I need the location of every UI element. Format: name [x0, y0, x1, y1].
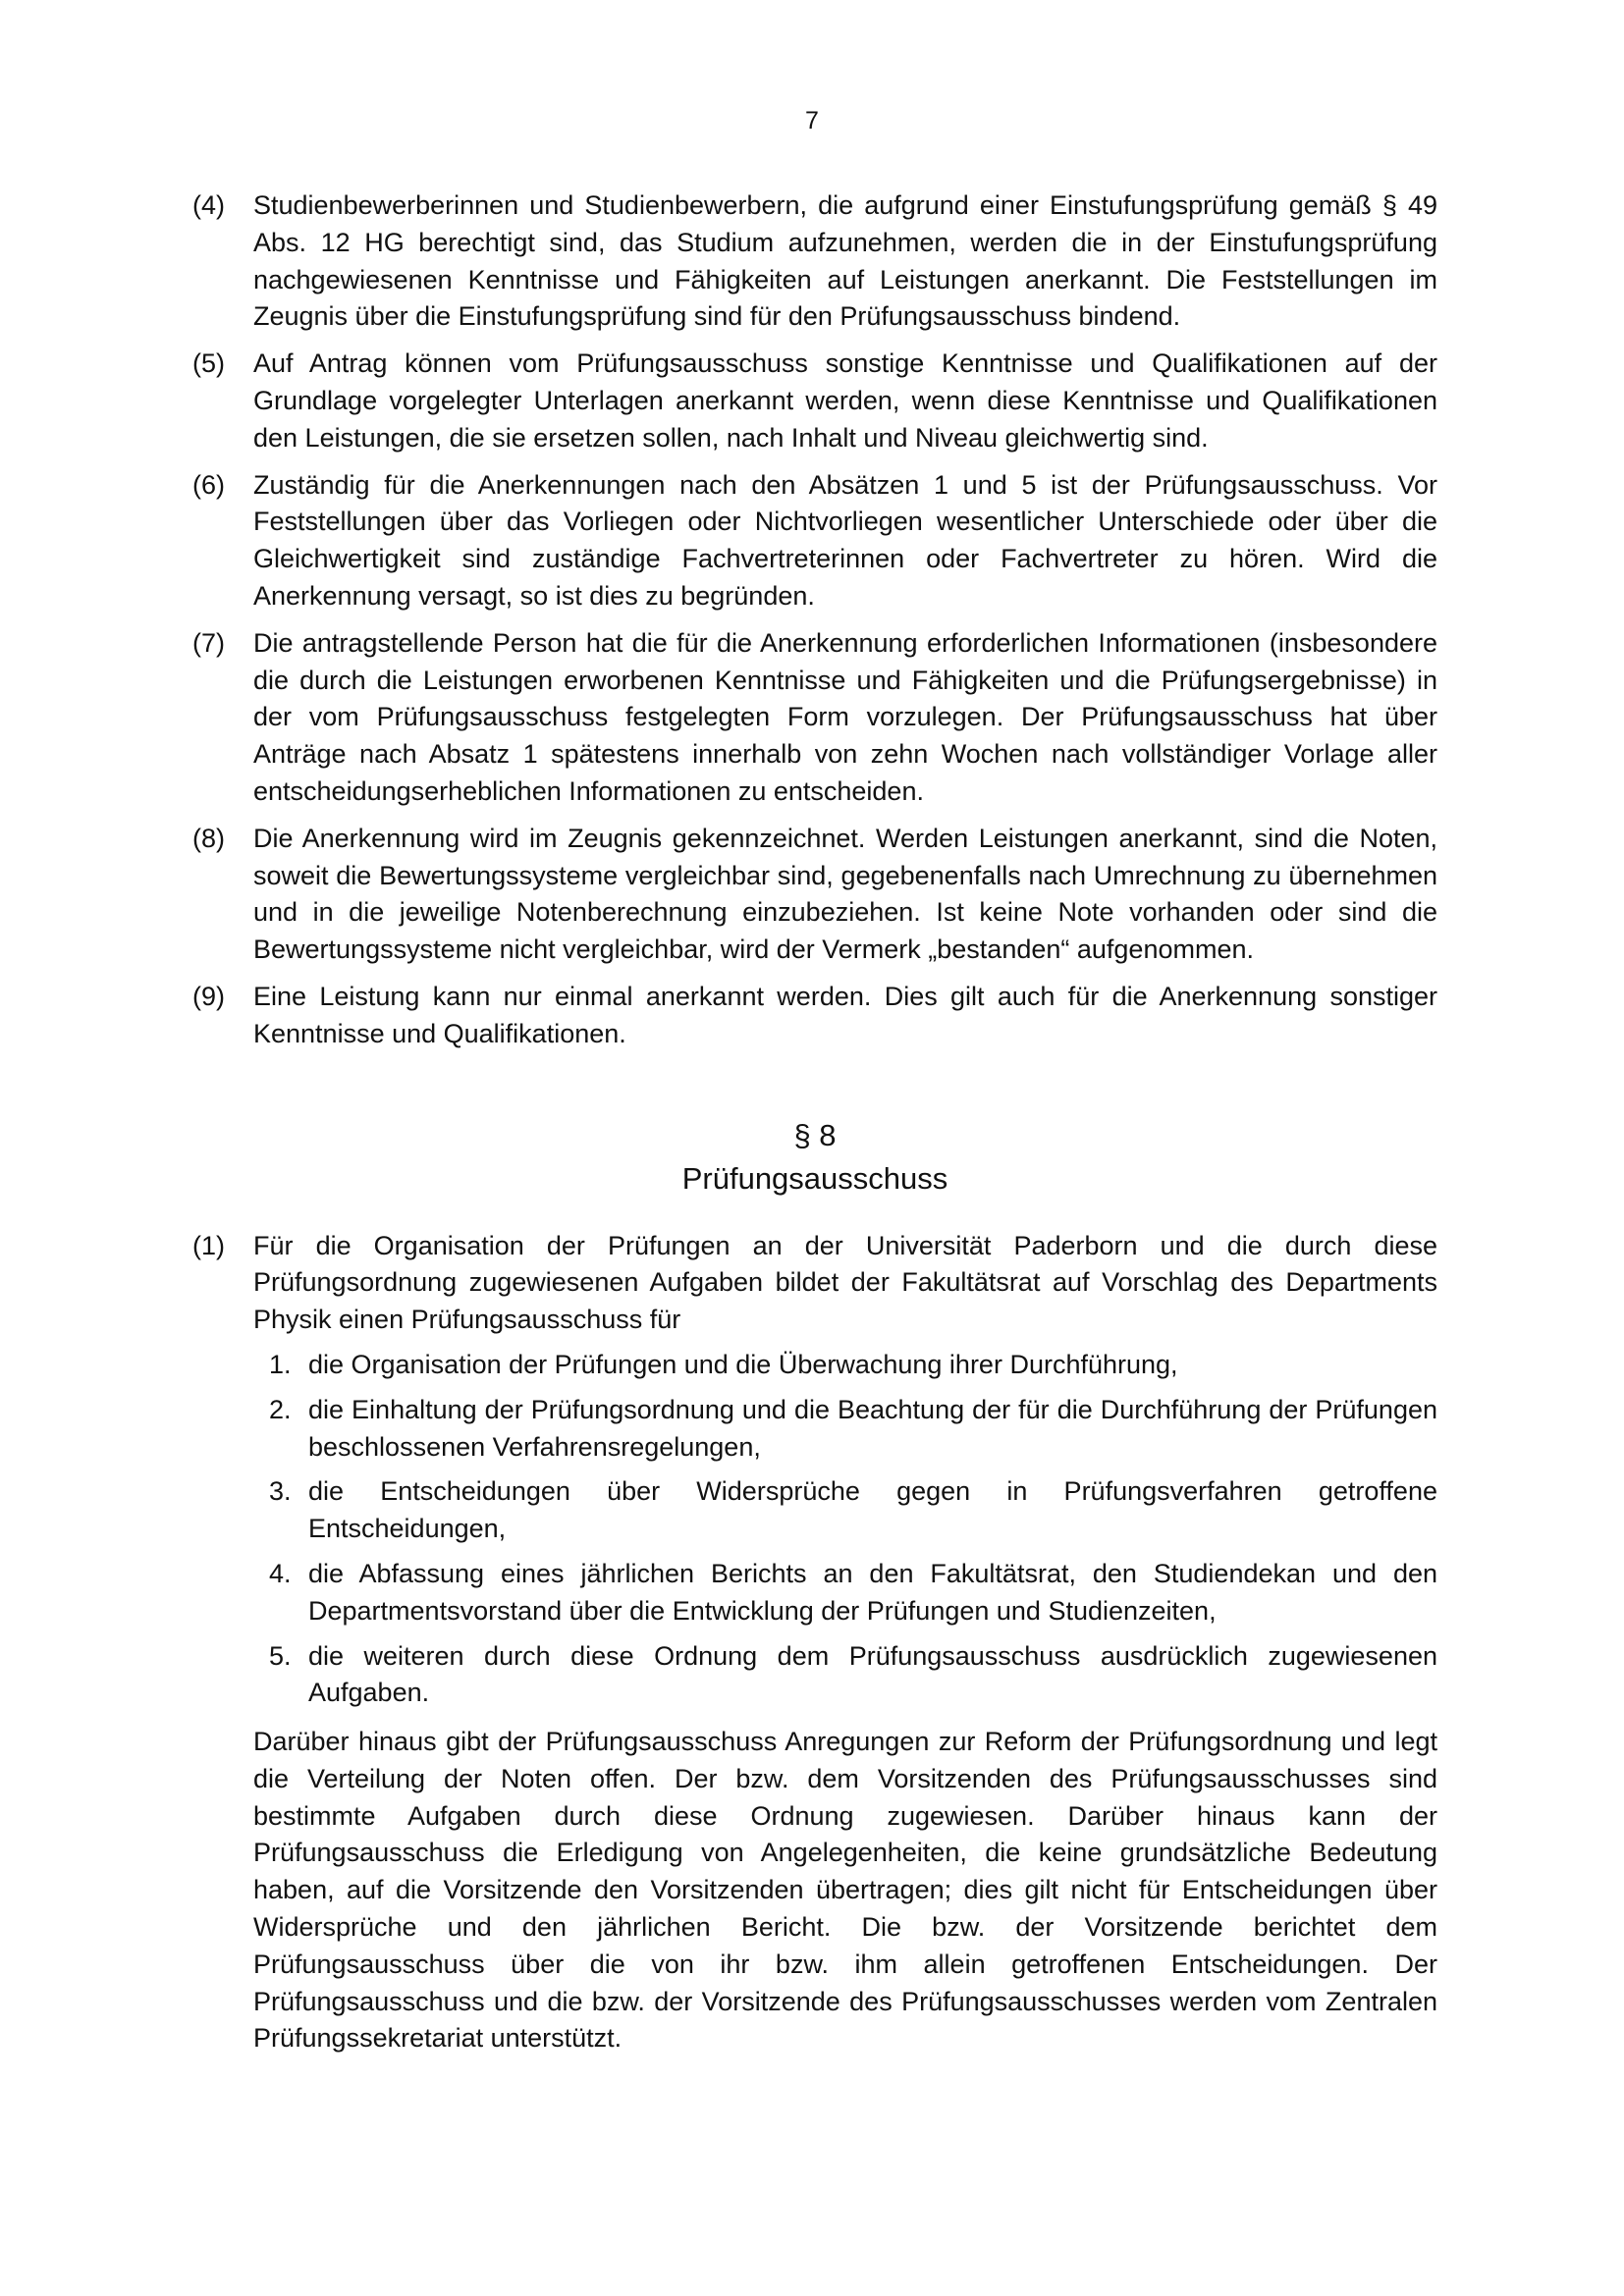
paragraph-text: Eine Leistung kann nur einmal anerkannt werden. Dies gilt auch für die Anerkennung sonstiger Kenntnisse und Qualifikationen. — [253, 981, 1437, 1048]
paragraph-number: (9) — [192, 981, 225, 1011]
list-item-number: 3. — [269, 1476, 292, 1507]
paragraph-7 — [192, 625, 1437, 811]
paragraph-text: Auf Antrag können vom Prüfungsausschuss sonstige Kenntnisse und Qualifikationen auf der Grundlage vorgelegter Unterlagen anerkannt werden, wenn diese Kenntnisse und Qualifikationen den Leistungen, die sie ersetzen sollen, nach Inhalt und Niveau gleichwertig sind. — [253, 348, 1437, 453]
paragraph-number: (7) — [192, 627, 225, 658]
list-item-text: die Einhaltung der Prüfungsordnung und die Beachtung der für die Durchführung der Prüfungen beschlossenen Verfahrensregelungen, — [308, 1394, 1437, 1462]
paragraph-4 — [192, 187, 1437, 336]
paragraph-number: (4) — [192, 190, 225, 220]
paragraph-text: Studienbewerberinnen und Studienbewerbern, die aufgrund einer Einstufungsprüfung gemäß § 49 Abs. 12 HG berechtigt sind, das Studium aufzunehmen, werden die in der Einstufungsprüfung nachgewiesenen Kenntnisse und Fähigkeiten auf Leistungen anerkannt. Die Feststellungen im Zeugnis über die Einstufungsprüfung sind für den Prüfungsausschuss bindend. — [253, 190, 1437, 332]
paragraph-text: Zuständig für die Anerkennungen nach den Absätzen 1 und 5 ist der Prüfungsausschuss. Vor Feststellungen über das Vorliegen oder Nichtvorliegen wesentlicher Unterschiede oder über die Gleichwertigkeit sind zuständige Fachvertreterinnen oder Fachvertreter zu hören. Wird die Anerkennung versagt, so ist dies zu begründen. — [253, 469, 1437, 611]
paragraph-text: Die antragstellende Person hat die für die Anerkennung erforderlichen Informationen (insbesondere die durch die Leistungen erworbenen Kenntnisse und Fähigkeiten und die Prüfungsergebnisse) in der vom Prüfungsausschuss festgelegten Form vorzulegen. Der Prüfungsausschuss hat über Anträge nach Absatz 1 spätestens innerhalb von zehn Wochen nach vollständiger Vorlage aller entscheidungserheblichen Informationen zu entscheiden. — [253, 627, 1437, 806]
paragraph-5 — [192, 346, 1437, 456]
list-item-text: die Abfassung eines jährlichen Berichts an den Fakultätsrat, den Studiendekan und den Departmentsvorstand über die Entwicklung der Prüfungen und Studienzeiten, — [308, 1558, 1437, 1626]
list-item-number: 1. — [269, 1349, 292, 1379]
paragraph-intro: Für die Organisation der Prüfungen an der Universität Paderborn und die durch diese Prüfungsordnung zugewiesenen Aufgaben bildet der Fakultätsrat auf Vorschlag des Departments Physik einen Prüfungsausschuss für — [253, 1230, 1437, 1335]
section8-paragraph-1 — [192, 1228, 1437, 1713]
paragraph-6 — [192, 467, 1437, 615]
list-item — [253, 1347, 1437, 1384]
paragraph-number: (5) — [192, 348, 225, 379]
list-item — [253, 1556, 1437, 1630]
list-item — [253, 1473, 1437, 1548]
section-number: § 8 — [793, 1117, 837, 1152]
list-item-text: die Organisation der Prüfungen und die Überwachung ihrer Durchführung, — [308, 1349, 1178, 1379]
document-body — [192, 187, 1437, 2057]
list-item — [253, 1392, 1437, 1467]
list-item — [253, 1638, 1437, 1713]
list-item-number: 4. — [269, 1558, 292, 1588]
page-number: 7 — [805, 107, 819, 134]
list-item-text: die Entscheidungen über Widersprüche gegen in Prüfungsverfahren getroffene Entscheidungen, — [308, 1476, 1437, 1544]
paragraph-9 — [192, 979, 1437, 1053]
paragraph-text: Die Anerkennung wird im Zeugnis gekennzeichnet. Werden Leistungen anerkannt, sind die Noten, soweit die Bewertungssysteme vergleichbar sind, gegebenenfalls nach Umrechnung zu übernehmen und in die jeweilige Notenberechnung einzubeziehen. Ist keine Note vorhanden oder sind die Bewertungssysteme nicht vergleichbar, wird der Vermerk „bestanden“ aufgenommen. — [253, 823, 1437, 965]
paragraph-8 — [192, 821, 1437, 969]
list-item-number: 2. — [269, 1394, 292, 1424]
paragraph-number: (6) — [192, 469, 225, 500]
paragraph-number: (1) — [192, 1230, 225, 1260]
list-item-number: 5. — [269, 1640, 292, 1671]
paragraph-number: (8) — [192, 823, 225, 853]
paragraph-closing-text: Darüber hinaus gibt der Prüfungsausschuss Anregungen zur Reform der Prüfungsordnung und legt die Verteilung der Noten offen. Der bzw. dem Vorsitzenden des Prüfungsausschusses sind bestimmte Aufgaben durch diese Ordnung zugewiesen. Darüber hinaus kann der Prüfungsausschuss die Erledigung von Angelegenheiten, die keine grundsätzliche Bedeutung haben, auf die Vorsitzende den Vorsitzenden übertragen; dies gilt nicht für Entscheidungen über Widersprüche und den jährlichen Bericht. Die bzw. der Vorsitzende berichtet dem Prüfungsausschuss über die von ihr bzw. ihm allein getroffenen Entscheidungen. Der Prüfungsausschuss und die bzw. der Vorsitzende des Prüfungsausschusses werden vom Zentralen Prüfungssekretariat unterstützt. — [253, 1727, 1437, 2054]
duties-list — [253, 1347, 1437, 1712]
section-title: Prüfungsausschuss — [681, 1160, 948, 1196]
list-item-text: die weiteren durch diese Ordnung dem Prüfungsausschuss ausdrücklich zugewiesenen Aufgaben. — [308, 1640, 1437, 1708]
